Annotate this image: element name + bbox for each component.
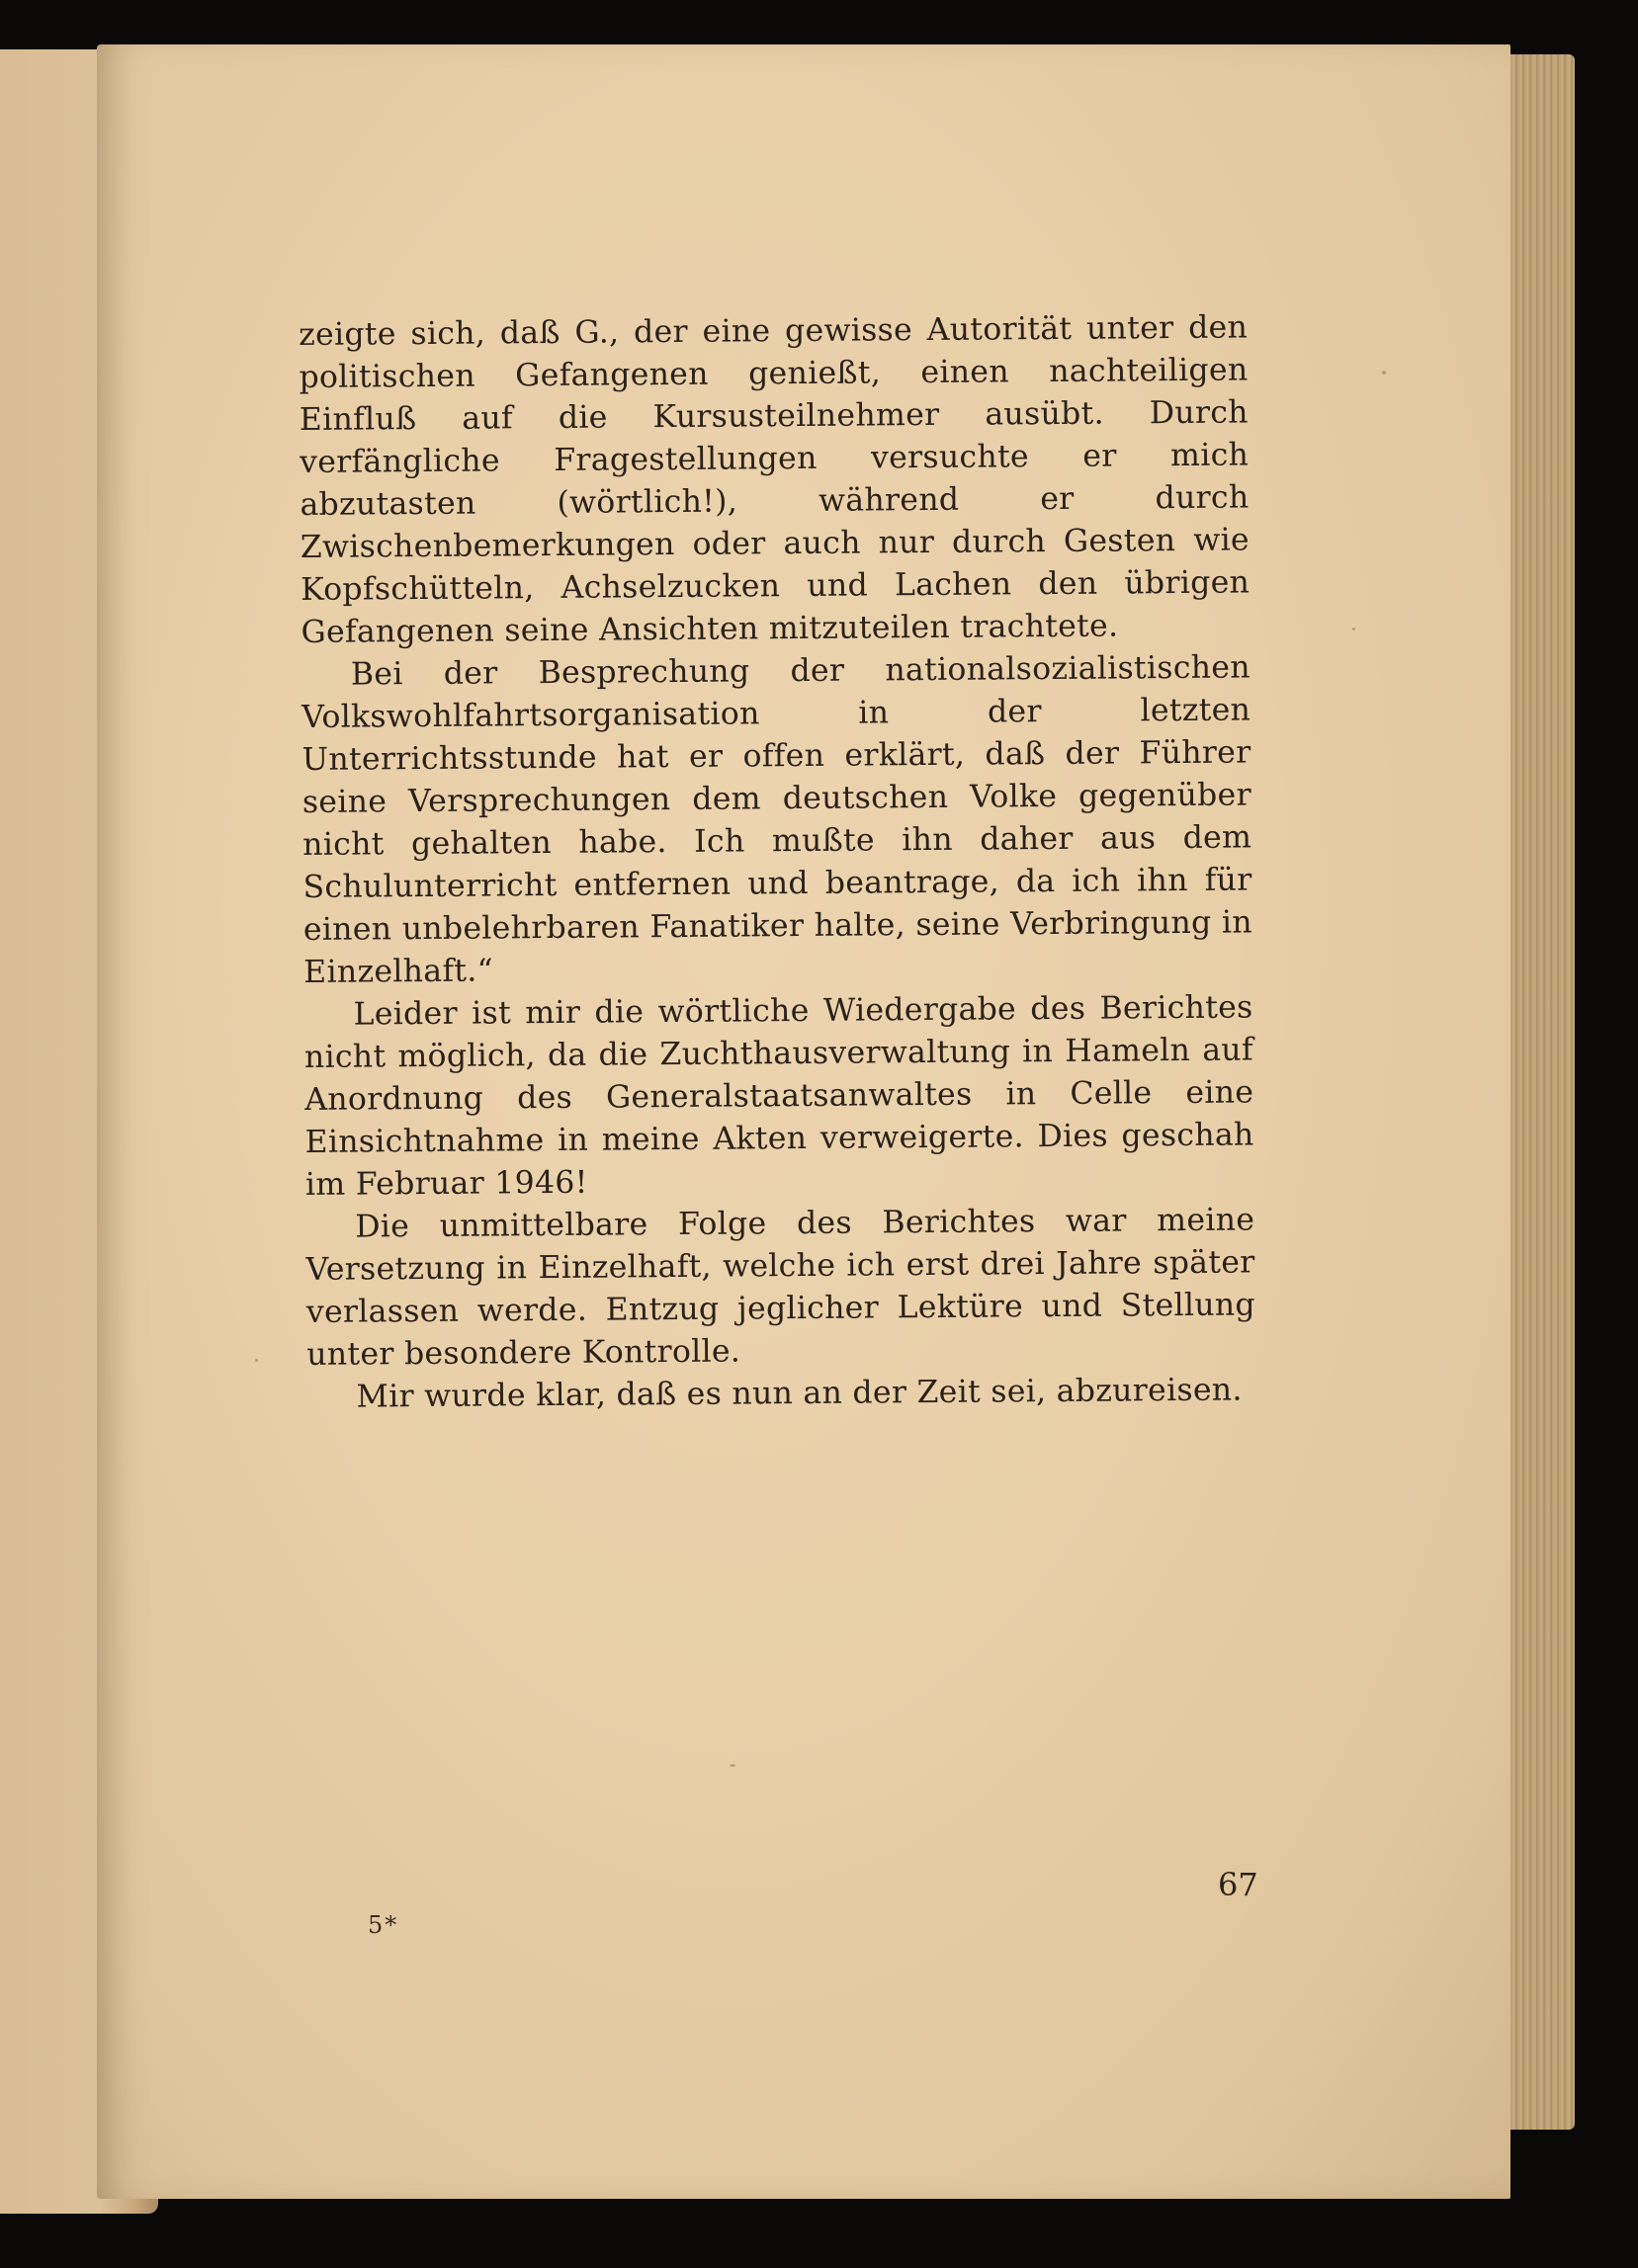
body-text: [299, 306, 1256, 1419]
paragraph: Leider ist mir die wörtliche Wiedergabe des Berichtes nicht möglich, da die Zuchthausverwaltung in Hameln auf Anordnung des Generalstaatsanwaltes in Celle eine Einsichtnahme in meine Akten verweigerte. Dies geschah im Februar 1946!: [303, 989, 1254, 1203]
paragraph: Die unmittelbare Folge des Berichtes war meine Versetzung in Einzelhaft, welche ich erst drei Jahre später verlassen werde. Entzug jeglicher Lektüre und Stellung unter besondere Kontrolle.: [305, 1202, 1256, 1373]
paragraph: Mir wurde klar, daß es nun an der Zeit sei, abzureisen.: [356, 1372, 1243, 1415]
paper-speck: [255, 1359, 258, 1362]
page-number: 67: [1218, 1866, 1258, 1903]
signature-mark: 5*: [368, 1911, 399, 1939]
paragraph: Bei der Besprechung der nationalsozialistischen Volkswohlfahrtsorganisation in der letzten Unterrichtsstunde hat er offen erklärt, daß der Führer seine Versprechungen dem deutschen Volke gegenüber nicht gehalten habe. Ich mußte ihn daher aus dem Schulunterricht entfernen und beantrage, da ich ihn für einen unbelehrbaren Fanatiker halte, seine Verbringung in Einzelhaft.“: [302, 649, 1253, 990]
paper-speck: [1382, 371, 1386, 375]
paragraph: zeigte sich, daß G., der eine gewisse Autorität unter den politischen Gefangenen genießt, einen nachteiligen Einfluß auf die Kursusteilnehmer ausübt. Durch verfängliche Fragestellungen versuchte er mich abzutasten (wörtlich!), während er durch Zwischenbemerkungen oder auch nur durch Gesten wie Kopfschütteln, Achselzucken und Lachen den übrigen Gefangenen seine Ansichten mitzuteilen trachtete.: [299, 309, 1250, 650]
paper-speck: [1352, 628, 1355, 630]
paper-speck: [730, 1764, 735, 1767]
